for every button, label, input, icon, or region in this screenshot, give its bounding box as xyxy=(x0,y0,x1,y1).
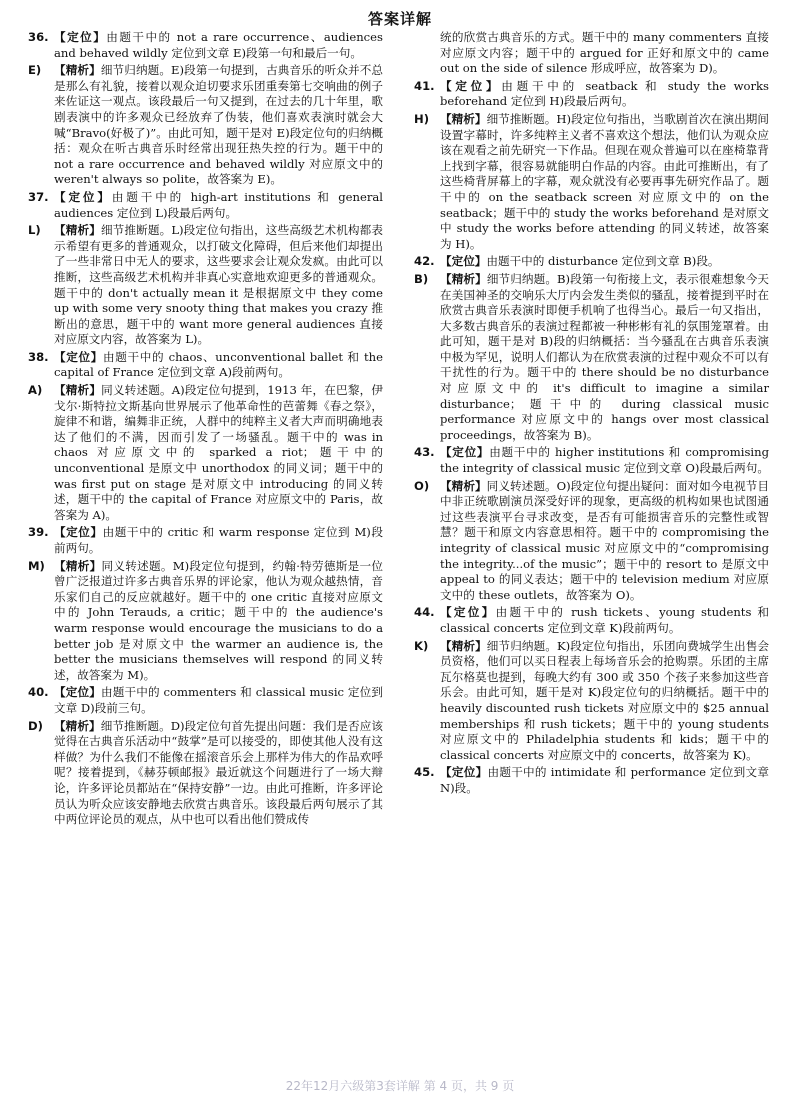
entry-tag: 【定位】 xyxy=(54,349,103,364)
entry-label: O) xyxy=(414,478,430,493)
entry-body: 细节推断题。D)段定位句首先提出问题：我们是否应该觉得在古典音乐活动中“鼓掌”是可以接受的，即使其他人没有这样做？为什么我们不能像在摇滚音乐会上那样为伟大的作品欢呼呢？接着提到，《赫芬顿邮报》最近就这个问题进行了一场大辩论，许多评论员都站在“保持安静”一边。由此可推断，许多评论员认为听众应该安静地去欣赏古典音乐。该段最后两句展示了其中两位评论员的观点，从中也可以看出他们赞成传 xyxy=(54,718,383,827)
entry-label: 40. xyxy=(28,685,49,700)
entry-tag: 【精析】 xyxy=(54,718,101,733)
entry-tag: 【精析】 xyxy=(54,558,102,573)
answer-entry xyxy=(28,190,383,221)
entry-body: 由题干中的 seatback 和 study the works beforehand 定位到 H)段最后两句。 xyxy=(440,78,769,109)
entry-text xyxy=(54,223,383,348)
entry-tag: 【精析】 xyxy=(440,271,487,286)
entry-label: 39. xyxy=(28,525,49,540)
entry-body: 统的欣赏古典音乐的方式。题干中的 many commenters 直接对应原文内容；题干中的 argued for 正好和原文中的 came out on the side of silence 形成呼应，故答案为 D)。 xyxy=(440,30,769,76)
answer-entry xyxy=(28,525,383,556)
entry-text xyxy=(54,525,383,556)
entry-label: 45. xyxy=(414,765,435,780)
entry-body: 细节推断题。L)段定位句指出，这些高级艺术机构都表示希望有更多的普通观众，以打破文化障碍，但后来他们却提出了一些非常日中无人的要求，这些要求会让观众发疯。由此可以推断，这些高级艺术机构并非真心实意地欢迎更多的普通观众。题干中的 don't actually mean it 是根据原文中 they come up with some very snooty thing that makes you crazy 推断出的意思，题干中的 want more general audiences 直接对应原文内容，故答案为 L)。 xyxy=(54,223,383,347)
entry-tag: 【定位】 xyxy=(440,765,488,780)
answer-entry xyxy=(28,685,383,716)
entry-tag: 【精析】 xyxy=(54,383,102,398)
entry-tag: 【定位】 xyxy=(440,254,487,269)
answer-entry xyxy=(414,639,769,764)
entry-text xyxy=(440,272,769,444)
entry-body: 由题干中的 disturbance 定位到文章 B)段。 xyxy=(486,254,720,269)
page-title: 答案详解 xyxy=(367,10,432,28)
page-footer: 22年12月六级第3套详解 第 4 页，共 9 页 xyxy=(285,1079,515,1093)
entry-tag: 【精析】 xyxy=(54,223,101,238)
answer-entry xyxy=(414,79,769,110)
entry-text xyxy=(54,383,383,523)
entry-body: 细节推断题。H)段定位句指出，当歌剧首次在演出期间设置字幕时，许多纯粹主义者不喜欢这个想法，他们认为观众应该在观看之前先研究一下作品。但现在观众普遍可以在座椅靠背上找到字幕，很容易就能明白作品的内容。由此可推断出，有了这些椅背屏幕上的字幕，观众就没有必要再事先研究作品了。题干中的 on the seatback screen 对应原文中的 on the seatback；题干中的 study the works beforehand 是对原文中 study the works before attending 的同义转述，故答案为 H)。 xyxy=(440,111,769,251)
entry-label: M) xyxy=(28,558,45,573)
entry-text xyxy=(54,63,383,188)
entry-text xyxy=(440,605,769,636)
entry-label xyxy=(414,30,440,77)
entry-text xyxy=(54,559,383,684)
entry-label: K) xyxy=(414,638,429,653)
answer-entry xyxy=(414,254,769,270)
entry-text xyxy=(440,639,769,764)
right-column xyxy=(414,30,769,799)
entry-tag: 【定位】 xyxy=(54,189,112,204)
answer-entry xyxy=(414,272,769,444)
entry-body: 细节归纳题。K)段定位句指出，乐团向费城学生出售会员资格，他们可以买日程表上每场音乐会的抢购票。乐团的主席瓦尔格莫也提到，每晚大约有 300 或 350 个孩子来参加这些音乐会。由此可知，题干是对 K)段定位句的归纳概括。题干中的 heavily discounted rush tickets 对应原文中的 $25 annual memberships 和 rush tickets；题干中的 young students 对应原文中的 Philadelphia students 和 kids；题干中的 classical concerts 对应原文中的 concerts，故答案为 K)。 xyxy=(440,638,769,762)
entry-body: 同义转述题。M)段定位句提到，约翰·特劳德斯是一位曾广泛报道过许多古典音乐界的评论家，他认为观众越热情，音乐家们自己的反应就越好。题干中的 one critic 直接对应原文中的 John Terauds, a critic；题干中的 the audience's warm response would encourage the musicians to do a better job 是对原文中 the warmer an audience is, the better the musicians themselves will respond 的同义转述，故答案为 M)。 xyxy=(54,558,383,682)
entry-text xyxy=(440,479,769,604)
entry-text xyxy=(54,719,383,828)
entry-tag: 【精析】 xyxy=(54,63,101,78)
entry-body: 由题干中的 rush tickets、young students 和 classical concerts 定位到文章 K)段前两句。 xyxy=(440,605,769,635)
entry-text xyxy=(440,445,769,476)
entry-body: 由题干中的 commenters 和 classical music 定位到文章 D)段前三句。 xyxy=(54,685,383,715)
answer-entry xyxy=(28,559,383,684)
answer-entry xyxy=(414,112,769,252)
entry-label: B) xyxy=(414,271,429,286)
entry-label: E) xyxy=(28,63,42,78)
answer-entry xyxy=(28,223,383,348)
answer-entry xyxy=(28,719,383,828)
answer-entry xyxy=(28,30,383,61)
entry-text xyxy=(440,79,769,110)
answer-entry xyxy=(414,30,769,77)
entry-label: D) xyxy=(28,718,43,733)
entry-label: 36. xyxy=(28,30,49,44)
entry-text xyxy=(440,765,769,796)
entry-text xyxy=(54,190,383,221)
entry-tag: 【定位】 xyxy=(54,685,101,700)
left-column xyxy=(28,30,383,830)
answer-entry xyxy=(28,63,383,188)
entry-tag: 【精析】 xyxy=(440,111,487,126)
entry-label: 37. xyxy=(28,189,49,204)
entry-body: 由题干中的 critic 和 warm response 定位到 M)段前两句。 xyxy=(54,525,383,555)
answer-entry xyxy=(28,383,383,523)
entry-body: 由题干中的 not a rare occurrence、audiences and behaved wildly 定位到文章 E)段第一句和最后一句。 xyxy=(54,30,383,60)
entry-label: 41. xyxy=(414,78,435,93)
entry-label: 38. xyxy=(28,349,49,364)
answer-entry xyxy=(414,479,769,604)
entry-tag: 【精析】 xyxy=(440,638,487,653)
answer-entry xyxy=(414,445,769,476)
answer-entry xyxy=(414,605,769,636)
entry-text xyxy=(54,30,383,61)
entry-tag: 【精析】 xyxy=(440,478,487,493)
entry-tag: 【定位】 xyxy=(440,78,502,93)
answer-entry xyxy=(414,765,769,796)
entry-tag: 【定位】 xyxy=(54,30,107,44)
entry-label: L) xyxy=(28,223,41,238)
entry-text xyxy=(54,685,383,716)
answer-entry xyxy=(28,350,383,381)
entry-body: 由题干中的 chaos、unconventional ballet 和 the capital of France 定位到文章 A)段前两句。 xyxy=(54,349,383,380)
entry-label: A) xyxy=(28,383,43,398)
entry-label: 44. xyxy=(414,605,435,620)
entry-body: 细节归纳题。E)段第一句提到，古典音乐的听众并不总是那么有礼貌，接着以观众迫切要求乐团重奏第七交响曲的例子来佐证这一观点。该段最后一句又提到，在过去的几十年里，歌剧表演中的许多观众已经放弃了伪装，他们喜欢表演时就会大喊“Bravo(好极了)”。由此可知，题干是对 E)段定位句的归纳概括：观众在听古典音乐时经常出现狂热失控的行为。题干中的 not a rare occurrence and behaved wildly 对应原文中的 weren't always so polite，故答案为 E)。 xyxy=(54,63,383,187)
entry-text xyxy=(440,254,769,270)
entry-body: 由题干中的 intimidate 和 performance 定位到文章 N)段。 xyxy=(440,765,769,795)
entry-label: H) xyxy=(414,111,430,126)
entry-text xyxy=(54,350,383,381)
entry-tag: 【定位】 xyxy=(54,525,103,540)
entry-text xyxy=(440,112,769,252)
entry-text xyxy=(440,30,769,77)
entry-body: 由题干中的 higher institutions 和 compromising the integrity of classical music 定位到文章 O)段最后两句。 xyxy=(440,445,769,476)
entry-body: 细节归纳题。B)段第一句衔接上文，表示很难想象今天在美国神圣的交响乐大厅内会发生类似的骚乱，接着提到平时在欣赏古典音乐表演时即便手机响了也得当心。最后一句又指出，大多数古典音乐的表演过程都被一种彬彬有礼的氛围笼罩着。由此可知，题干是对 B)段的归纳概括：当今骚乱在古典音乐表演中极为罕见，说明人们都认为在欣赏表演的过程中观众不可以有干扰性的行为。题干中的 there should be no disturbance 对应原文中的 it's difficult to imagine a similar disturbance；题干中的 during classical music performance 对应原文中的 hangs over most classical proceedings，故答案为 B)。 xyxy=(440,271,769,442)
entry-body: 同义转述题。O)段定位句提出疑问：面对如今电视节目中非正统歌剧演员深受好评的现象，更高级的机构如果也试图通过这些表演平台寻求改变，是否有可能损害音乐的完整性或智慧？题干和原文内容意思相符。题干中的 compromising the integrity of classical music 对应原文中的“compromising the integrity...of the music”；题干中的 resort to 是原文中 appeal to 的同义表达；题干中的 television medium 对应原文中的 these outlets，故答案为 O)。 xyxy=(440,478,769,602)
entry-body: 同义转述题。A)段定位句提到，1913 年，在巴黎，伊戈尔·斯特拉文斯基向世界展示了他革命性的芭蕾舞《春之祭》，旋律不和谐，编舞非正统，人群中的纯粹主义者大声而明确地表达了他们的不满，因而引发了一场骚乱。题干中的 was in chaos 对应原文中的 sparked a riot；题干中的 unconventional 是原文中 unorthodox 的同义词；题干中的 was first put on stage 是对原文中 introducing 的同义转述，题干中的 the capital of France 对应原文中的 Paris，故答案为 A)。 xyxy=(54,383,383,522)
entry-label: 42. xyxy=(414,254,435,269)
entry-tag: 【定位】 xyxy=(440,605,496,620)
entry-tag: 【定位】 xyxy=(440,445,490,460)
entry-body: 由题干中的 high-art institutions 和 general audiences 定位到 L)段最后两句。 xyxy=(54,189,383,220)
entry-label: 43. xyxy=(414,445,435,460)
